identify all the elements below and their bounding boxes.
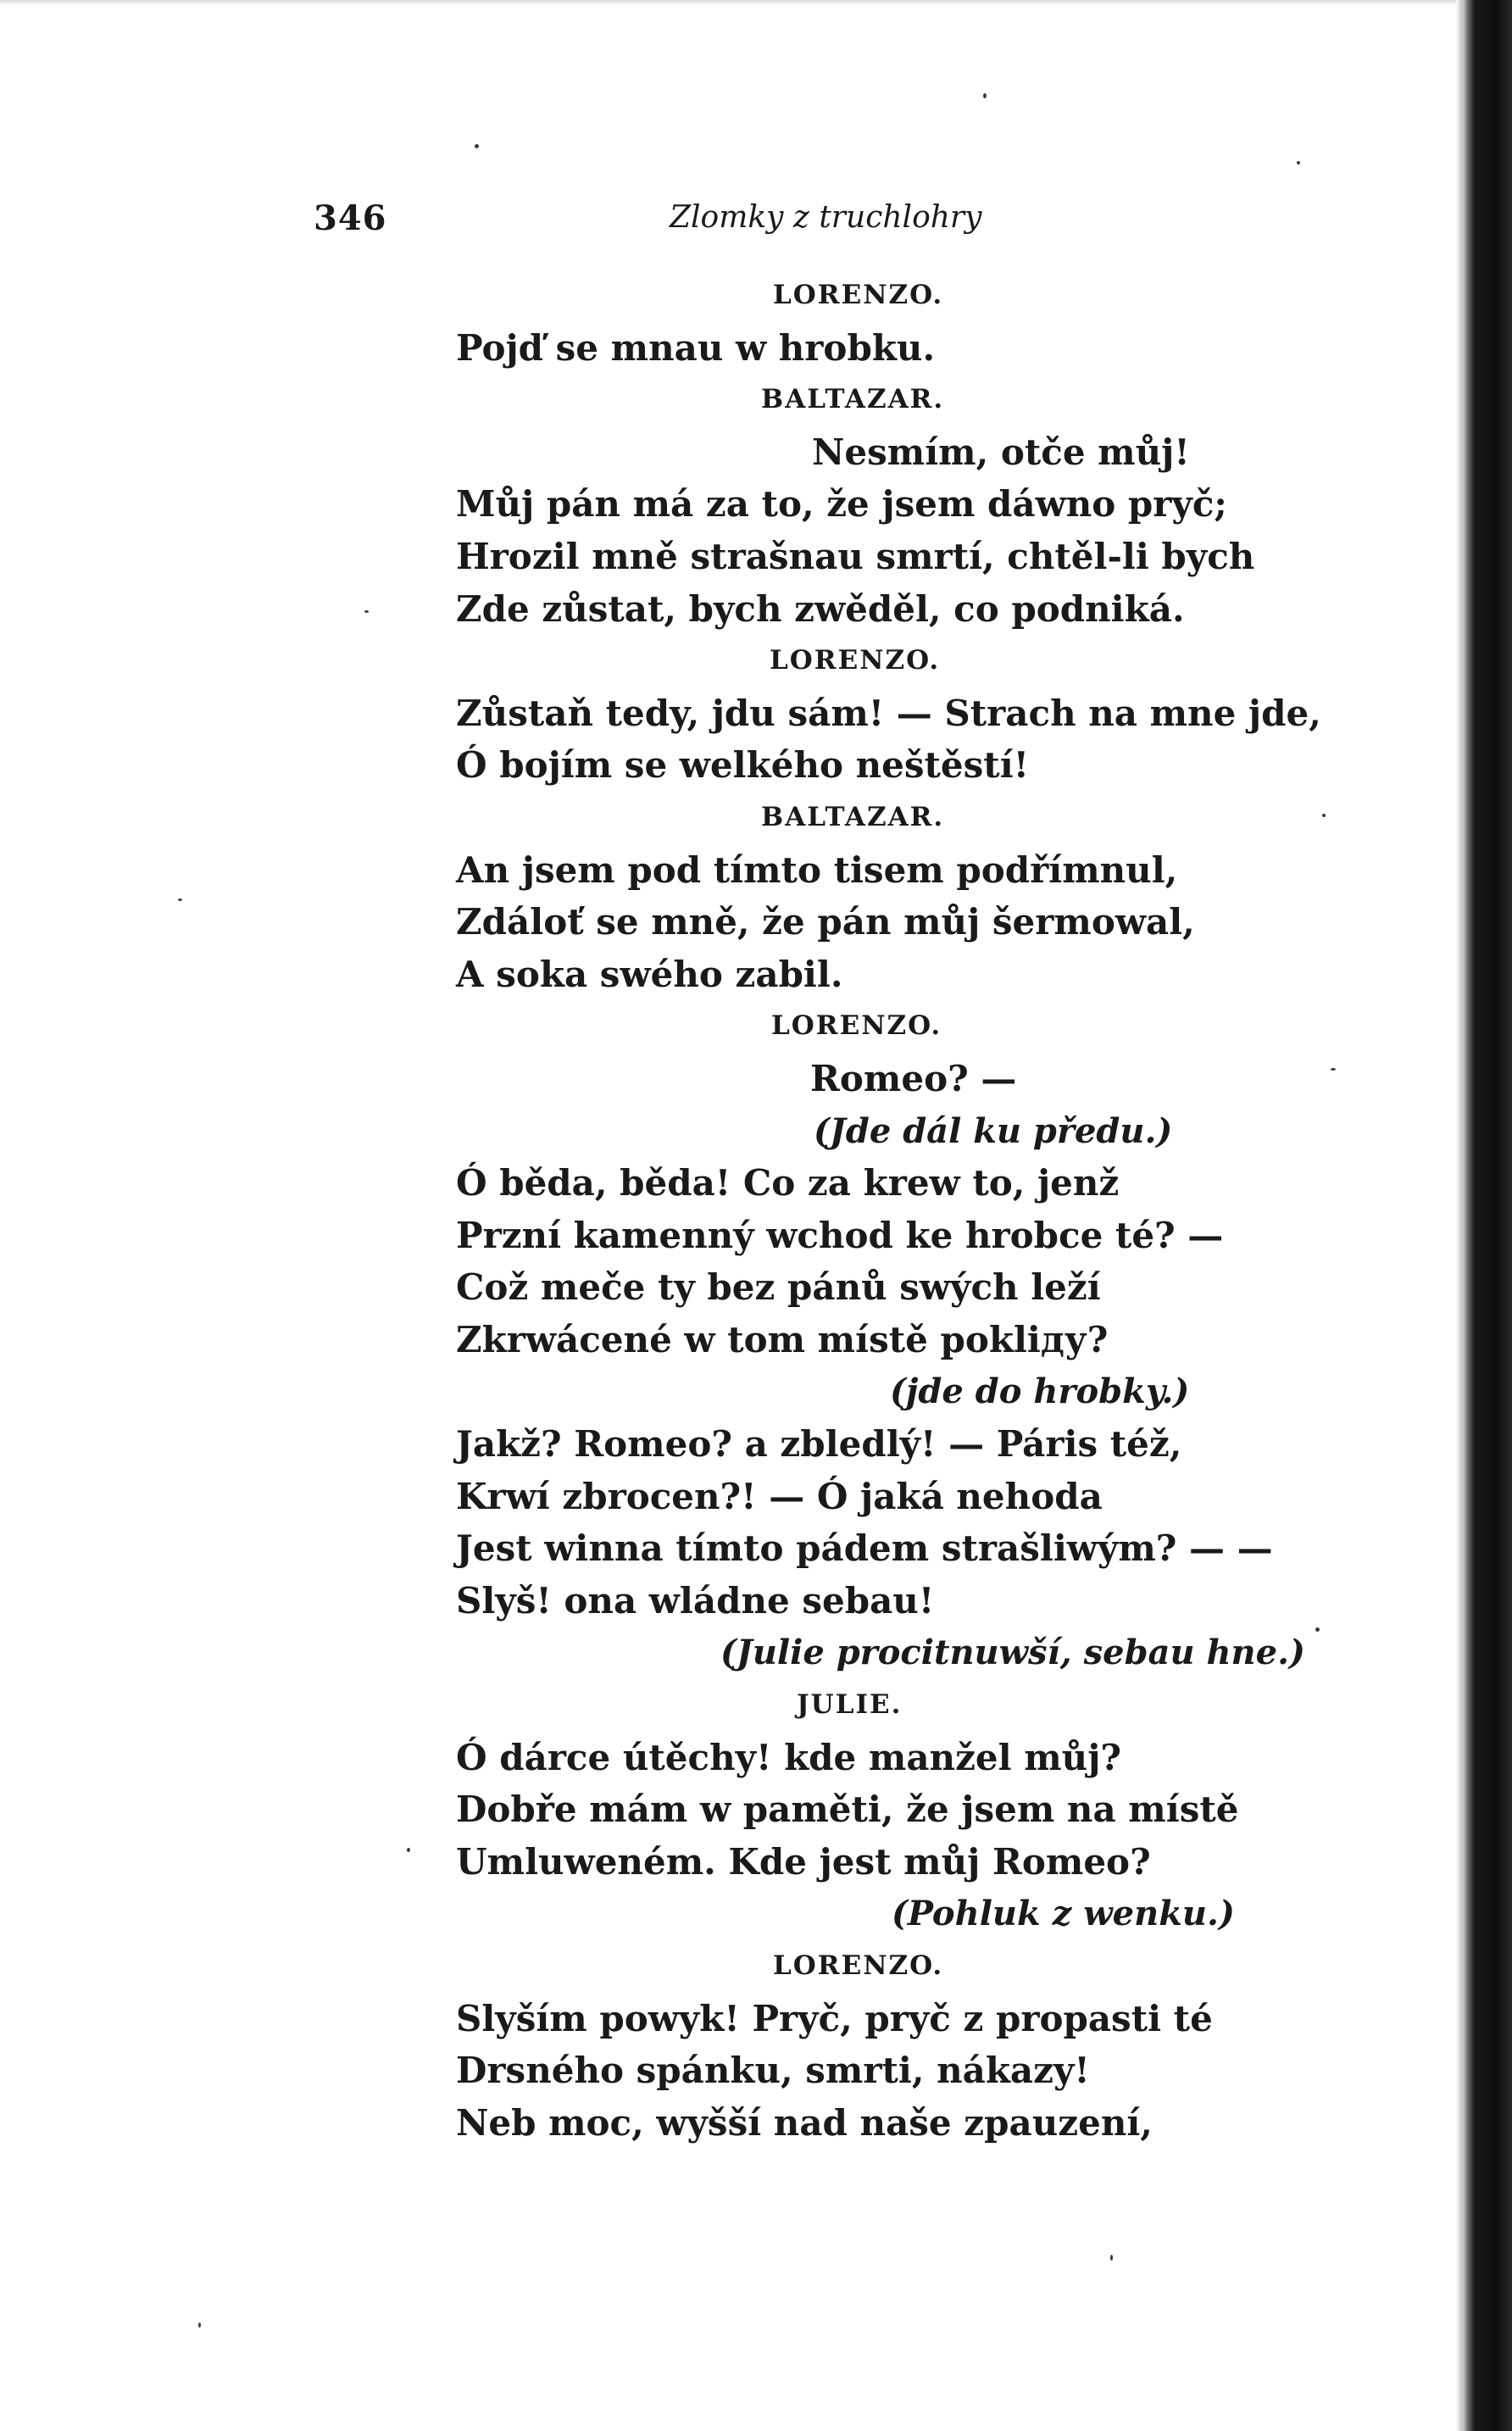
text-line <box>0 1418 1512 1471</box>
speaker-name: LORENZO. <box>773 1950 944 1981</box>
text-line <box>0 1575 1512 1627</box>
text-line <box>0 635 1512 687</box>
stage-direction: (Pohluk z wenku.) <box>892 1894 1235 1934</box>
running-title: Zlomky z truchlohry <box>670 200 982 235</box>
text-line <box>0 948 1512 1001</box>
text-line <box>0 2044 1512 2097</box>
stage-direction: (Julie procitnuwší, sebau hne.) <box>720 1633 1305 1673</box>
text-line <box>0 1314 1512 1366</box>
print-speck <box>983 93 987 98</box>
text-line <box>0 583 1512 636</box>
stage-direction: (Jde dál ku předu.) <box>814 1110 1173 1151</box>
print-speck <box>1322 814 1326 817</box>
verse-line: Zde zůstat, bych zwěděl, co podniká. <box>456 587 1185 630</box>
page-number: 346 <box>314 198 387 238</box>
text-line <box>0 1210 1512 1262</box>
verse-line: A soka swého zabil. <box>456 953 843 995</box>
speaker-name: LORENZO. <box>770 645 941 676</box>
text-line <box>0 792 1512 844</box>
play-text <box>0 270 1512 2149</box>
text-line <box>0 739 1512 792</box>
text-line <box>0 1471 1512 1523</box>
text-line <box>0 374 1512 426</box>
text-line <box>0 1261 1512 1314</box>
text-line <box>0 1888 1512 1940</box>
verse-line: Jakž? Romeo? a zbledlý! — Páris též, <box>456 1423 1182 1466</box>
text-line <box>0 1000 1512 1053</box>
verse-line: Ó běda, běda! Co za krew to, jenž <box>456 1162 1120 1204</box>
verse-line: Což meče ty bez pánů swých leží <box>456 1266 1101 1309</box>
verse-line: Nesmím, otče můj! <box>812 431 1190 473</box>
print-speck <box>1315 1627 1320 1632</box>
text-line <box>0 531 1512 583</box>
text-line <box>0 1732 1512 1784</box>
verse-line: Zkrwácené w tom místě pokliду? <box>456 1318 1109 1360</box>
text-line <box>0 1157 1512 1210</box>
text-line <box>0 1053 1512 1105</box>
top-edge-shadow <box>0 0 1512 5</box>
text-line <box>0 478 1512 531</box>
print-speck <box>1297 161 1300 164</box>
text-line <box>0 896 1512 948</box>
text-line <box>0 2097 1512 2150</box>
text-line <box>0 1783 1512 1836</box>
verse-line: Hrozil mně strašnau smrtí, chtěl-li bych <box>456 535 1255 577</box>
speaker-name: LORENZO. <box>771 1010 942 1042</box>
print-speck <box>475 144 479 148</box>
text-line <box>0 426 1512 479</box>
print-speck <box>178 898 182 901</box>
text-line <box>0 1993 1512 2045</box>
verse-line: Pojď se mnau w hrobku. <box>456 326 936 369</box>
verse-line: Slyš! ona wládne sebau! <box>456 1579 935 1622</box>
verse-line: Můj pán má za to, že jsem dáwno pryč; <box>456 483 1227 526</box>
text-line <box>0 1940 1512 1993</box>
verse-line: Slyším powyk! Pryč, pryč z propasti té <box>456 1997 1213 2039</box>
speaker-name: LORENZO. <box>773 280 944 310</box>
verse-line: Zdáloť se mně, že pán můj šermowal, <box>456 901 1195 943</box>
verse-line: Zůstaň tedy, jdu sám! — Strach na mne jde, <box>456 692 1321 734</box>
verse-line: Ó dárce útěchy! kde manžel můj? <box>456 1736 1121 1778</box>
verse-line: Neb moc, wyšší nad naše zpauzení, <box>456 2101 1153 2144</box>
speaker-name: BALTAZAR. <box>761 384 945 415</box>
text-line <box>0 844 1512 897</box>
verse-line: Drsného spánku, smrti, nákazy! <box>456 2050 1090 2092</box>
print-speck <box>198 2323 201 2328</box>
text-line <box>0 1679 1512 1732</box>
verse-line: Krwí zbrocen?! — Ó jaká nehoda <box>456 1475 1103 1517</box>
verse-line: Przní kamenný wchod ke hrobce té? — <box>456 1214 1224 1256</box>
verse-line: An jsem pod tímto tisem podřímnul, <box>456 848 1178 891</box>
verse-line: Dobře mám w paměti, že jsem na místě <box>456 1788 1239 1831</box>
text-line <box>0 1366 1512 1418</box>
print-speck <box>407 1848 410 1852</box>
print-speck <box>1331 1068 1336 1071</box>
text-line <box>0 1105 1512 1158</box>
verse-line: Jest winna tímto pádem strašliwým? — — <box>456 1527 1273 1570</box>
speaker-name: BALTAZAR. <box>761 801 945 832</box>
text-line <box>0 1522 1512 1575</box>
print-speck <box>364 610 369 613</box>
text-line <box>0 1836 1512 1889</box>
text-line <box>0 687 1512 740</box>
text-line <box>0 1627 1512 1679</box>
print-speck <box>1110 2255 1113 2261</box>
verse-line: Ó bojím se welkého neštěstí! <box>456 744 1030 787</box>
verse-line: Romeo? — <box>810 1057 1017 1099</box>
page-header <box>0 193 1512 248</box>
verse-line: Umluweném. Kde jest můj Romeo? <box>456 1840 1151 1883</box>
text-line <box>0 322 1512 375</box>
text-line <box>0 270 1512 322</box>
speaker-name: JULIE. <box>797 1689 903 1721</box>
stage-direction: (jde do hrobky.) <box>890 1371 1190 1412</box>
